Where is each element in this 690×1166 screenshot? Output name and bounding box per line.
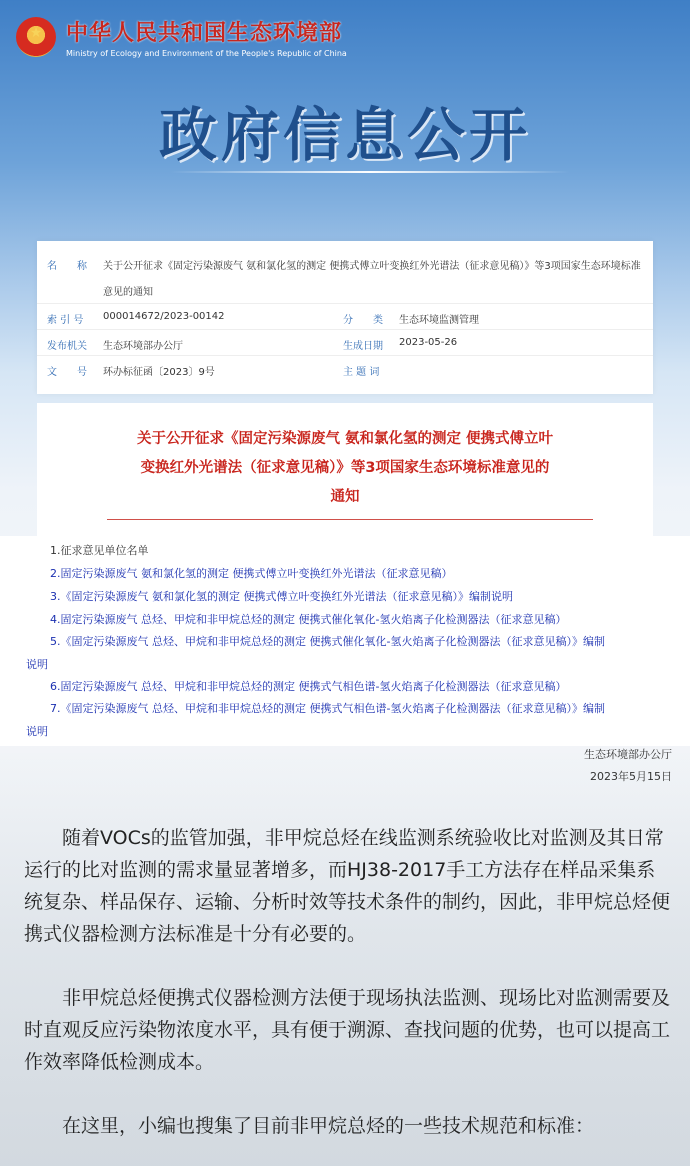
meta-category-value: 生态环境监测管理 [399, 315, 479, 326]
meta-index-label: 索 引 号 [47, 315, 84, 326]
notice-divider [107, 519, 593, 520]
national-emblem-icon: ★ [16, 17, 56, 57]
meta-index-value: 000014672/2023-00142 [103, 311, 225, 322]
meta-date-label: 生成日期 [343, 341, 383, 352]
meta-org-value: 生态环境部办公厅 [103, 341, 183, 352]
notice-title-line-1: 关于公开征求《固定污染源废气 氨和氯化氢的测定 便携式傅立叶 [136, 431, 554, 447]
attachment-link-3[interactable]: 3.《固定污染源废气 氨和氯化氢的测定 便携式傅立叶变换红外光谱法（征求意见稿）》编制说明 [50, 590, 513, 603]
ministry-name-en: Ministry of Ecology and Environment of the People's Republic of China [66, 49, 347, 58]
banner-underline [170, 171, 570, 173]
meta-date-value: 2023-05-26 [399, 337, 458, 348]
ministry-name-cn: 中华人民共和国生态环境部 [66, 21, 343, 46]
attachment-list [0, 536, 690, 746]
meta-subject-label: 主 题 词 [343, 367, 380, 378]
attachment-link-7-wrap[interactable]: 说明 [26, 725, 48, 738]
meta-name-value-2: 意见的通知 [103, 287, 153, 298]
attachment-link-5[interactable]: 5.《固定污染源废气 总烃、甲烷和非甲烷总烃的测定 便携式催化氧化-氢火焰离子化检测器法（征求意见稿）》编制 [50, 635, 605, 648]
meta-row-org [37, 331, 653, 356]
attachment-link-7[interactable]: 7.《固定污染源废气 总烃、甲烷和非甲烷总烃的测定 便携式气相色谱-氢火焰离子化检测器法（征求意见稿）》编制 [50, 702, 605, 715]
meta-row-doc [37, 357, 653, 381]
article-paragraph-2: 非甲烷总烃便携式仪器检测方法便于现场执法监测、现场比对监测需要及时直观反应污染物浓度水平，具有便于溯源、查找问题的优势，也可以提高工作效率降低检测成本。 [24, 987, 671, 1073]
background-skyline [0, 746, 690, 1166]
attachment-item-1: 1.征求意见单位名单 [50, 544, 149, 557]
ministry-name [66, 16, 347, 58]
notice-title-line-3: 通知 [330, 489, 360, 505]
meta-doc-value: 环办标征函〔2023〕9号 [103, 367, 215, 378]
meta-row-index [37, 305, 653, 330]
meta-doc-label: 文 号 [47, 367, 87, 378]
attachment-link-5-wrap[interactable]: 说明 [26, 658, 48, 671]
sign-date: 2023年5月15日 [590, 770, 672, 783]
attachment-link-2[interactable]: 2.固定污染源废气 氨和氯化氢的测定 便携式傅立叶变换红外光谱法（征求意见稿） [50, 567, 453, 580]
document-meta-card [37, 241, 653, 394]
banner-title: 政府信息公开 [158, 101, 531, 169]
meta-name-label: 名 称 [47, 261, 87, 272]
signer: 生态环境部办公厅 [584, 748, 672, 761]
meta-name-value-1: 关于公开征求《固定污染源废气 氨和氯化氢的测定 便携式傅立叶变换红外光谱法（征求意见稿）》等3项国家生态环境标准 [103, 261, 641, 272]
attachment-link-4[interactable]: 4.固定污染源废气 总烃、甲烷和非甲烷总烃的测定 便携式催化氧化-氢火焰离子化检测器法（征求意见稿） [50, 613, 567, 626]
notice-card [37, 403, 653, 543]
meta-category-label: 分 类 [343, 315, 383, 326]
notice-title [67, 425, 623, 512]
article-paragraph-3: 在这里，小编也搜集了目前非甲烷总烃的一些技术规范和标准： [62, 1115, 595, 1137]
attachment-link-6[interactable]: 6.固定污染源废气 总烃、甲烷和非甲烷总烃的测定 便携式气相色谱-氢火焰离子化检测器法（征求意见稿） [50, 680, 567, 693]
site-header [16, 16, 347, 58]
notice-title-line-2: 变换红外光谱法（征求意见稿）》等3项国家生态环境标准意见的 [140, 460, 550, 476]
meta-row-name [37, 249, 653, 304]
article-paragraph-1: 随着VOCs的监管加强，非甲烷总烃在线监测系统验收比对监测及其日常运行的比对监测的需求量显著增多，而HJ38-2017手工方法存在样品采集系统复杂、样品保存、运输、分析时效等技术条件的制约，因此，非甲烷总烃便携式仪器检测方法标准是十分有必要的。 [24, 827, 671, 945]
meta-org-label: 发布机关 [47, 341, 87, 352]
